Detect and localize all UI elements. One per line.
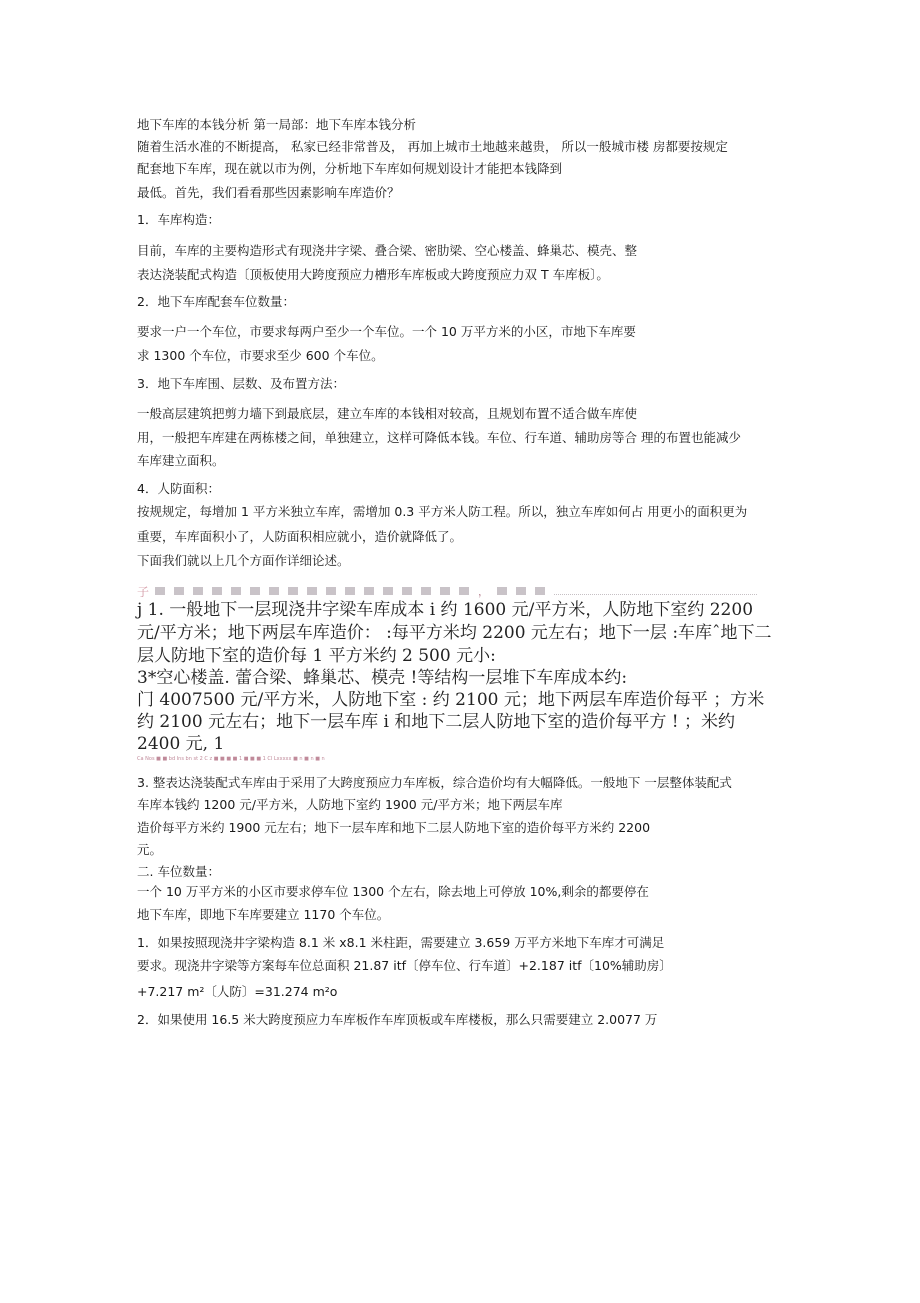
noise-block [497,587,507,595]
noise-block [193,587,203,595]
section-3-line-3: 车库建立面积。 [137,453,225,468]
noise-block [402,587,412,595]
noise-block [307,587,317,595]
noise-block [440,587,450,595]
item-1-line-3: +7.217 m²〔人防〕=31.274 m²o [137,984,338,999]
noise-lead-char: 子 [137,584,150,599]
section-2-line-2: 求 1300 个车位，市要求至少 600 个车位。 [137,348,384,363]
noise-block [364,587,374,595]
noise-block [535,587,545,595]
assembled-garage-line-1: 3. 整表达浇装配式车库由于采用了大跨度预应力车库板，综合造价均有大幅降低。一般地下 一层整体装配式 [137,775,732,790]
cost-block-line-1: j 1. 一般地下一层现浇井字梁车库成本 i 约 1600 元/平方米，人防地下室约 2200 [137,600,754,620]
cost-block-line-6: 约 2100 元左右；地下一层车库 i 和地下二层人防地下室的造价每平方 ! ；米约 [137,712,735,732]
item-2-line-1: 2．如果使用 16.5 米大跨度预应力车库板作车库顶板或车库楼板，那么只需要建立 2.0077 万 [137,1012,658,1027]
noise-dotted-rule [554,588,757,595]
assembled-garage-line-3: 造价每平方米约 1900 元左右；地下一层车库和地下二层人防地下室的造价每平方米约 2200 [137,820,651,835]
intro-line-2: 配套地下车库，现在就以市为例，分析地下车库如何规划设计才能把本钱降到 [137,161,563,176]
section-2-line-1: 要求一户一个车位，市要求每两户至少一个车位。一个 10 万平方米的小区，市地下车库要 [137,324,636,339]
section-3-line-1: 一般高层建筑把剪力墙下到最底层，建立车库的本钱相对较高，且规划布置不适合做车库使 [137,406,638,421]
section-3-line-2: 用，一般把车库建在两栋楼之间，单独建立，这样可降低本钱。车位、行车道、辅助房等合 理的布置也能减少 [137,430,741,445]
part-2-line-2: 地下车库，即地下车库要建立 1170 个车位。 [137,907,390,922]
part-2-line-1: 一个 10 万平方米的小区市要求停车位 1300 个左右，除去地上可停放 10%,剩余的都要停在 [137,884,649,899]
noise-block [174,587,184,595]
item-1-line-2: 要求。现浇井字梁等方案每车位总面积 21.87 itf〔停车位、行车道〕+2.187 itf〔10%辅助房〕 [137,958,672,973]
cost-block-line-3: 层人防地下室的造价每 1 平方米约 2 500 元小: [137,646,496,666]
section-1-line-1: 目前，车库的主要构造形式有现浇井字梁、叠合梁、密肋梁、空心楼盖、蜂巢芯、模壳、整 [137,243,638,258]
cost-block-line-2: 元/平方米；地下两层车库造价： :每平方米均 2200 元左右；地下一层 :车库ˆ地下二 [137,623,772,643]
noise-block [421,587,431,595]
noise-block [250,587,260,595]
noise-block [288,587,298,595]
part-2-heading: 二. 车位数量： [137,864,220,879]
section-3-heading: 3．地下车库围、层数、及布置方法： [137,376,345,391]
assembled-garage-line-4: 元。 [137,842,163,857]
section-4-line-1: 按规规定，每增加 1 平方米独立车库，需增加 0.3 平方米人防工程。所以，独立车库如何占 用更小的面积更为 [137,504,748,519]
intro-line-3: 最低。首先，我们看看那些因素影响车库造价？ [137,185,400,200]
section-4-heading: 4．人防面积： [137,481,220,496]
noise-block [345,587,355,595]
noise-block [326,587,336,595]
scan-tiny-text: Ca Nos ■ ■ bd Ins bn st 2 C z ■ ■ ■ ■ 1 ■ ■ ■ 1 Cl Lxxxxx ■ n ■ n ■ n [137,756,325,762]
noise-block [155,587,165,595]
noise-block [231,587,241,595]
doc-title-line: 地下车库的本钱分析 第一局部：地下车库本钱分析 [137,117,416,132]
cost-block-line-5: 门 4007500 元/平方米，人防地下室 : 约 2100 元；地下两层车库造价每平 ；方米 [137,690,765,710]
cost-block-line-7: 2400 元, 1 [137,734,225,754]
noise-block [516,587,526,595]
section-1-heading: 1．车库构造： [137,212,220,227]
item-1-line-1: 1．如果按照现浇井字梁构造 8.1 米 x8.1 米柱距，需要建立 3.659 万平方米地下车库才可满足 [137,935,665,950]
noise-tail-char: ， [478,585,490,598]
scan-noise-row [137,585,757,597]
noise-block [383,587,393,595]
section-4-line-2: 重要，车库面积小了，人防面积相应就小，造价就降低了。 [137,529,463,544]
noise-block [269,587,279,595]
noise-block [212,587,222,595]
section-2-heading: 2．地下车库配套车位数量： [137,294,295,309]
noise-block [459,587,469,595]
assembled-garage-line-2: 车库本钱约 1200 元/平方米，人防地下室约 1900 元/平方米；地下两层车库 [137,797,563,812]
intro-line-1: 随着生活水准的不断提高， 私家已经非常普及， 再加上城市土地越来越贵， 所以一般城市楼 房都要按规定 [137,139,728,154]
section-1-line-2: 表达浇装配式构造〔顶板使用大跨度预应力槽形车库板或大跨度预应力双 T 车库板〕。 [137,267,609,282]
cost-block-line-4: 3*空心楼盖. 蕾合梁、蜂巢芯、模壳 !等结构一层堆下车库成本约: [137,668,628,688]
section-4-line-3: 下面我们就以上几个方面作详细论述。 [137,553,350,568]
